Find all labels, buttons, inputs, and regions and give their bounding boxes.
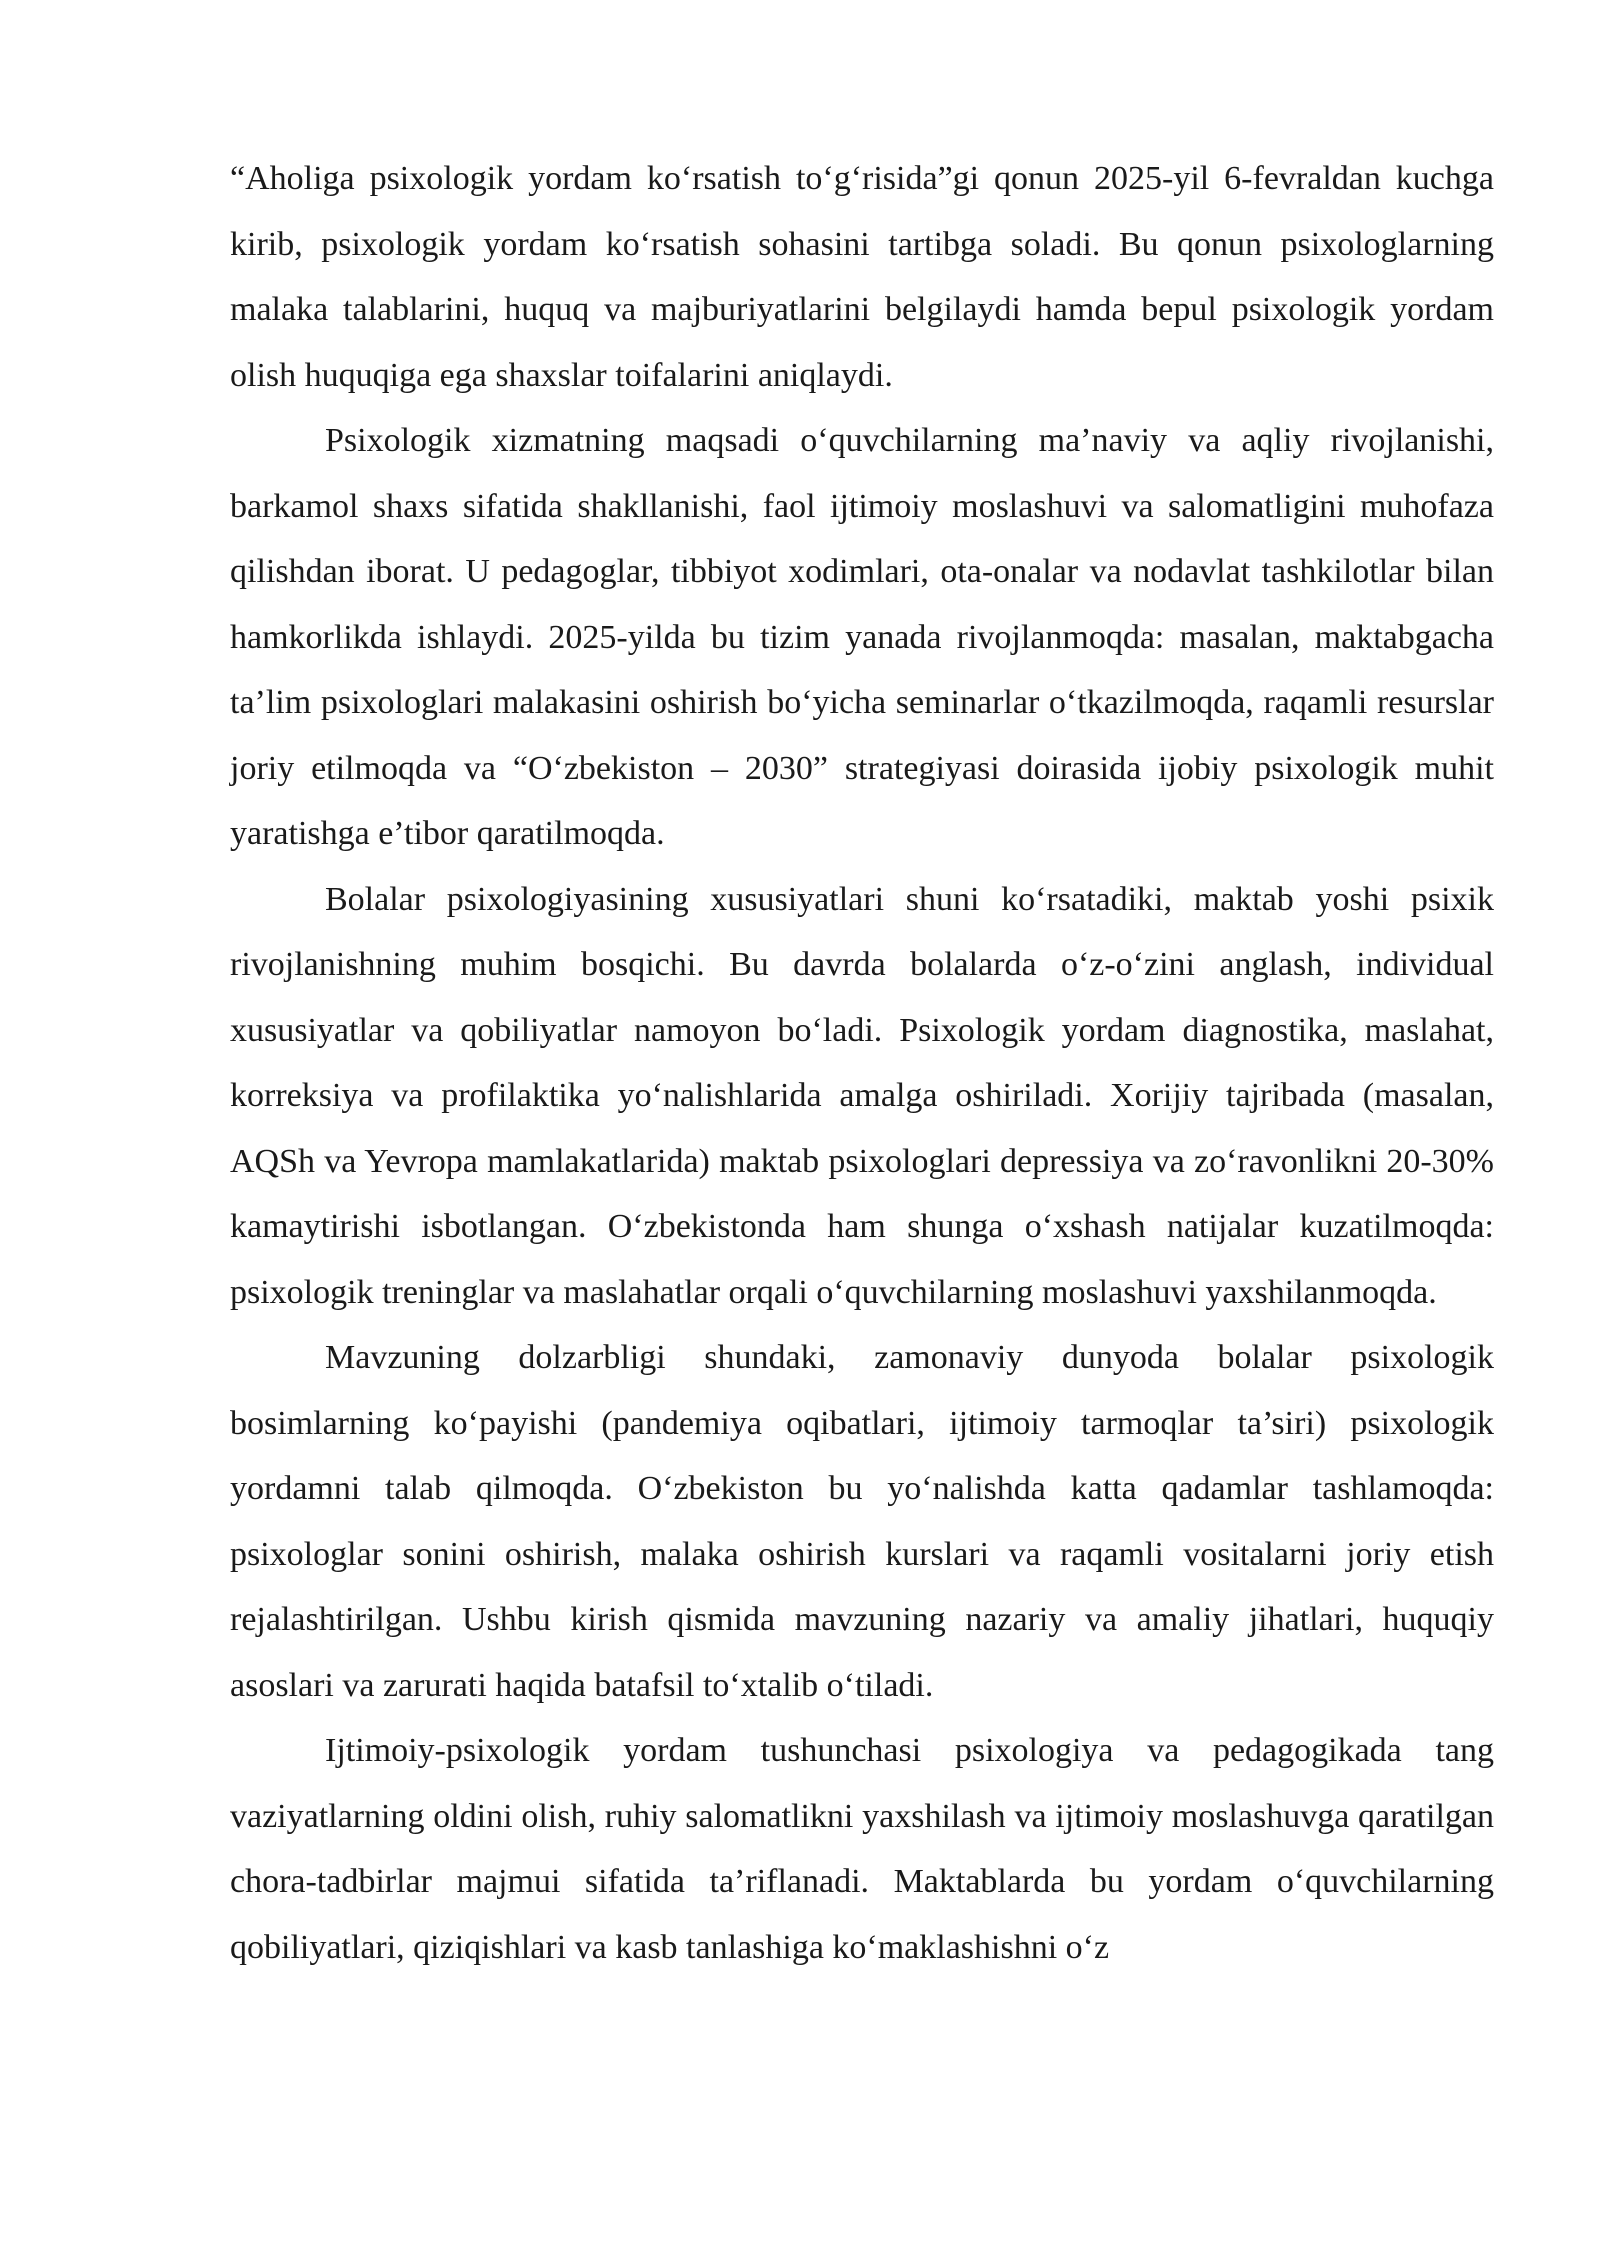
paragraph-3: Bolalar psixologiyasining xususiyatlari shuni ko‘rsatadiki, maktab yoshi psixik rivojlanishning muhim bosqichi. Bu davrda bolalarda o‘z-o‘zini anglash, individual xususiyatlar va qobiliyatlar namoyon bo‘ladi. Psixologik yordam diagnostika, maslahat, korreksiya va profilaktika yo‘nalishlarida amalga oshiriladi. Xorijiy tajribada (masalan, AQSh va Yevropa mamlakatlarida) maktab psixologlari depressiya va zo‘ravonlikni 20-30% kamaytirishi isbotlangan. O‘zbekistonda ham shunga o‘xshash natijalar kuzatilmoqda: psixologik treninglar va maslahatlar orqali o‘quvchilarning moslashuvi yaxshilanmoqda. <box>230 880 1494 1311</box>
paragraph-4: Mavzuning dolzarbligi shundaki, zamonaviy dunyoda bolalar psixologik bosimlarning ko‘payishi (pandemiya oqibatlari, ijtimoiy tarmoqlar ta’siri) psixologik yordamni talab qilmoqda. O‘zbekiston bu yo‘nalishda katta qadamlar tashlamoqda: psixologlar sonini oshirish, malaka oshirish kurslari va raqamli vositalarni joriy etish rejalashtirilgan. Ushbu kirish qismida mavzuning nazariy va amaliy jihatlari, huquqiy asoslari va zarurati haqida batafsil to‘xtalib o‘tiladi. <box>230 1339 1494 1704</box>
paragraph-1: “Aholiga psixologik yordam ko‘rsatish to‘g‘risida”gi qonun 2025-yil 6-fevraldan kuchga kirib, psixologik yordam ko‘rsatish sohasini tartibga soladi. Bu qonun psixologlarning malaka talablarini, huquq va majburiyatlarini belgilaydi hamda bepul psixologik yordam olish huquqiga ega shaxslar toifalarini aniqlaydi. <box>230 160 1494 394</box>
paragraph-2: Psixologik xizmatning maqsadi o‘quvchilarning ma’naviy va aqliy rivojlanishi, barkamol shaxs sifatida shakllanishi, faol ijtimoiy moslashuvi va salomatligini muhofaza qilishdan iborat. U pedagoglar, tibbiyot xodimlari, ota-onalar va nodavlat tashkilotlar bilan hamkorlikda ishlaydi. 2025-yilda bu tizim yanada rivojlanmoqda: masalan, maktabgacha ta’lim psixologlari malakasini oshirish bo‘yicha seminarlar o‘tkazilmoqda, raqamli resurslar joriy etilmoqda va “O‘zbekiston – 2030” strategiyasi doirasida ijobiy psixologik muhit yaratishga e’tibor qaratilmoqda. <box>230 422 1494 852</box>
document-page <box>230 146 1494 1980</box>
paragraph-5: Ijtimoiy-psixologik yordam tushunchasi psixologiya va pedagogikada tang vaziyatlarning oldini olish, ruhiy salomatlikni yaxshilash va ijtimoiy moslashuvga qaratilgan chora-tadbirlar majmui sifatida ta’riflanadi. Maktablarda bu yordam o‘quvchilarning qobiliyatlari, qiziqishlari va kasb tanlashiga ko‘maklashishni o‘z <box>230 1732 1494 1966</box>
